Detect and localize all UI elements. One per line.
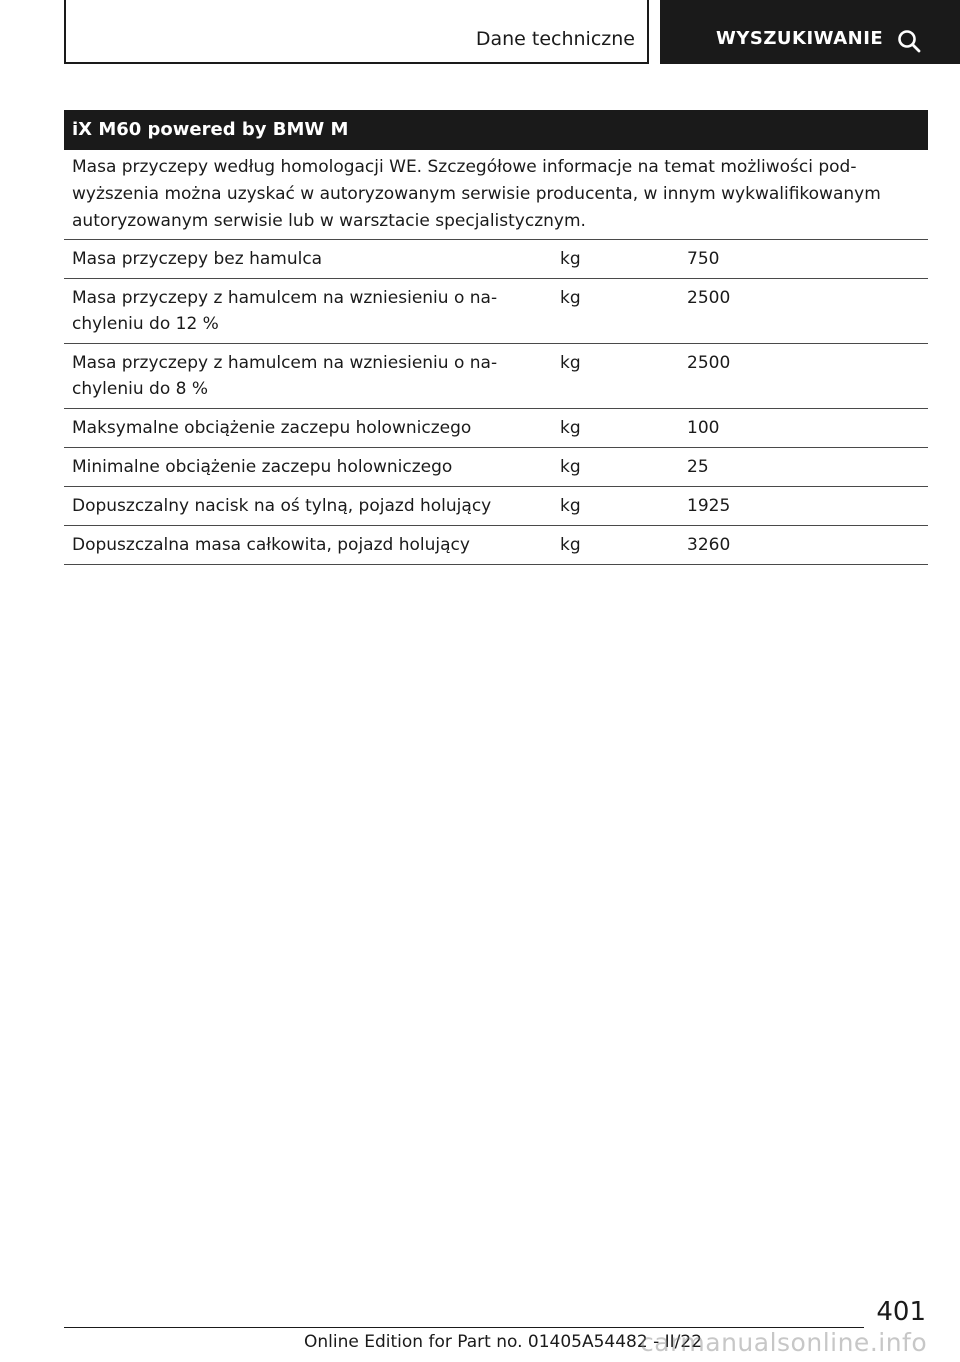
- row-value: 1925: [687, 487, 928, 526]
- row-label: Maksymalne obciążenie zaczepu holowniczego: [64, 409, 560, 448]
- page-number: 401: [876, 1297, 926, 1327]
- spec-table-body: [64, 240, 928, 565]
- section-label: Dane techniczne: [475, 28, 635, 50]
- row-unit: kg: [560, 448, 687, 487]
- section-header: [64, 110, 928, 150]
- row-value: 3260: [687, 526, 928, 565]
- row-value: 2500: [687, 344, 928, 409]
- row-value: 25: [687, 448, 928, 487]
- row-value: 2500: [687, 279, 928, 344]
- table-row: [64, 240, 928, 279]
- row-label: Dopuszczalny nacisk na oś tylną, pojazd holujący: [64, 487, 560, 526]
- edition-text: Online Edition for Part no. 01405A54482 - II/22: [304, 1332, 703, 1352]
- row-label: Masa przyczepy z hamulcem na wzniesieniu o nachyleniu do 8 %: [64, 344, 560, 409]
- table-row: [64, 487, 928, 526]
- intro-paragraph: Masa przyczepy według homologacji WE. Szczegółowe informacje na temat możliwości podwyższenia można uzyskać w autoryzowanym serwisie producenta, w innym wykwalifikowanym autoryzowanym serwisie lub w warsztacie specjalistycznym.: [72, 157, 881, 231]
- row-unit: kg: [560, 240, 687, 279]
- table-row: [64, 448, 928, 487]
- table-row: [64, 344, 928, 409]
- row-label: Masa przyczepy bez hamulca: [64, 240, 560, 279]
- table-row: [64, 409, 928, 448]
- header-section-tab: [64, 0, 649, 64]
- row-unit: kg: [560, 344, 687, 409]
- row-unit: kg: [560, 279, 687, 344]
- search-icon: [896, 28, 922, 54]
- search-label: WYSZUKIWANIE: [716, 28, 884, 49]
- row-value: 100: [687, 409, 928, 448]
- section-title: iX M60 powered by BMW M: [72, 119, 349, 140]
- spec-table: [64, 239, 928, 565]
- table-row: [64, 526, 928, 565]
- row-unit: kg: [560, 487, 687, 526]
- search-button[interactable]: [660, 0, 960, 64]
- watermark: carmanualsonline.info: [640, 1328, 928, 1357]
- table-row: [64, 279, 928, 344]
- row-unit: kg: [560, 526, 687, 565]
- row-value: 750: [687, 240, 928, 279]
- row-label: Minimalne obciążenie zaczepu holowniczego: [64, 448, 560, 487]
- row-label: Dopuszczalna masa całkowita, pojazd holujący: [64, 526, 560, 565]
- row-label: Masa przyczepy z hamulcem na wzniesieniu o nachyleniu do 12 %: [64, 279, 560, 344]
- row-unit: kg: [560, 409, 687, 448]
